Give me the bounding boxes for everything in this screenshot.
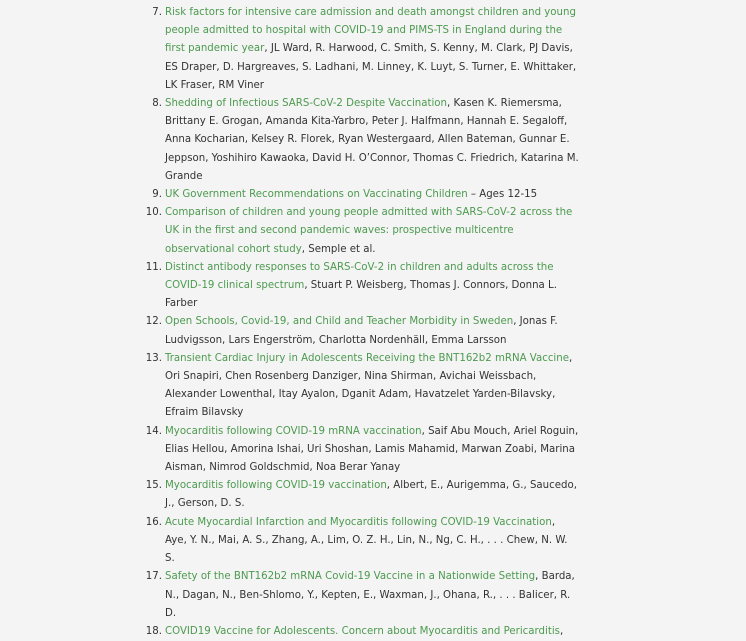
reference-item	[0, 313, 746, 349]
reference-title-link[interactable]: Transient Cardiac Injury in Adolescents Receiving the BNT162b2 mRNA Vaccine	[165, 352, 569, 364]
reference-item	[0, 259, 746, 314]
reference-number: 15.	[145, 480, 162, 492]
reference-item	[0, 477, 746, 513]
reference-title-link[interactable]: Distinct antibody responses to SARS-CoV-2 in children and adults across the COVID-19 clinical spectrum	[165, 261, 554, 292]
reference-number: 14.	[145, 425, 162, 437]
reference-number: 9.	[152, 189, 162, 201]
reference-number: 16.	[145, 516, 162, 528]
reference-title-link[interactable]: COVID19 Vaccine for Adolescents. Concern about Myocarditis and Pericarditis	[165, 625, 560, 637]
reference-title-link[interactable]: Comparison of children and young people admitted with SARS-CoV-2 across the UK in the first and second pandemic waves: prospective multicentre observational cohort study	[165, 207, 573, 255]
reference-number: 10.	[145, 207, 162, 219]
reference-number: 13.	[145, 352, 162, 364]
reference-authors: ,	[559, 625, 564, 637]
reference-title-link[interactable]: Shedding of Infectious SARS-CoV-2 Despite Vaccination	[165, 98, 447, 110]
reference-authors: – Ages 12-15	[467, 189, 538, 201]
reference-authors: , Semple et al.	[301, 243, 376, 255]
reference-authors: , Aye, Y. N., Mai, A. S., Zhang, A., Lim, O. Z. H., Lin, N., Ng, C. H., . . . Chew, N. W. S.	[165, 516, 568, 565]
reference-item	[0, 204, 746, 259]
reference-authors: , Saif Abu Mouch, Ariel Roguin, Elias Hellou, Amorina Ishai, Uri Shoshan, Lamis Mahamid, Marwan Zoabi, Marina Aisman, Nimrod Goldschmid, Noa Berar Yanay	[165, 425, 579, 474]
reference-title-link[interactable]: Risk factors for intensive care admission and death amongst children and young people admitted to hospital with COVID-19 and PIMS-TS in England during the first pandemic year	[165, 7, 576, 55]
reference-title-link[interactable]: Myocarditis following COVID-19 vaccination	[165, 480, 387, 492]
reference-item	[0, 623, 746, 641]
reference-number: 11.	[145, 261, 162, 273]
reference-authors: , Kasen K. Riemersma, Brittany E. Grogan, Amanda Kita-Yarbro, Peter J. Halfmann, Hannah E. Segaloff, Anna Kocharian, Kelsey R. Florek, Ryan Westergaard, Allen Bateman, Gunnar E. Jeppson, Yoshihiro Kawaoka, David H. O’Connor, Thomas C. Friedrich, Katarina M. Grande	[165, 98, 579, 182]
reference-number: 12.	[145, 316, 162, 328]
reference-title-link[interactable]: Acute Myocardial Infarction and Myocarditis following COVID-19 Vaccination	[165, 516, 552, 528]
reference-item	[0, 350, 746, 423]
reference-item	[0, 95, 746, 186]
reference-item	[0, 423, 746, 478]
reference-item	[0, 568, 746, 623]
reference-number: 18.	[145, 625, 162, 637]
reference-title-link[interactable]: UK Government Recommendations on Vaccinating Children	[165, 189, 468, 201]
reference-authors: , Stuart P. Weisberg, Thomas J. Connors, Donna L. Farber	[165, 280, 557, 310]
reference-item	[0, 514, 746, 569]
reference-authors: , Albert, E., Aurigemma, G., Saucedo, J., Gerson, D. S.	[165, 480, 577, 510]
reference-title-link[interactable]: Safety of the BNT162b2 mRNA Covid-19 Vaccine in a Nationwide Setting	[165, 571, 536, 583]
reference-authors: , Jonas F. Ludvigsson, Lars Engerström, Charlotta Nordenhäll, Emma Larsson	[165, 316, 558, 346]
reference-number: 8.	[152, 98, 162, 110]
reference-number: 7.	[152, 7, 162, 18]
reference-authors: , Barda, N., Dagan, N., Ben-Shlomo, Y., Kepten, E., Waxman, J., Ohana, R., . . . Balicer, R. D.	[165, 571, 575, 619]
reference-title-link[interactable]: Open Schools, Covid-19, and Child and Teacher Morbidity in Sweden	[165, 316, 514, 328]
reference-list	[0, 4, 746, 641]
reference-number: 17.	[145, 571, 162, 583]
reference-authors: , JL Ward, R. Harwood, C. Smith, S. Kenny, M. Clark, PJ Davis, ES Draper, D. Hargreaves, S. Ladhani, M. Linney, K. Luyt, S. Turner, E. Whittaker, LK Fraser, RM Viner	[165, 43, 577, 91]
reference-authors: , Ori Snapiri, Chen Rosenberg Danziger, Nina Shirman, Avichai Weissbach, Alexander Lowenthal, Itay Ayalon, Dganit Adam, Havatzelet Yarden-Bilavsky, Efraim Bilavsky	[165, 352, 573, 419]
reference-item	[0, 4, 746, 95]
reference-item	[0, 186, 746, 204]
reference-title-link[interactable]: Myocarditis following COVID-19 mRNA vaccination	[165, 425, 422, 437]
